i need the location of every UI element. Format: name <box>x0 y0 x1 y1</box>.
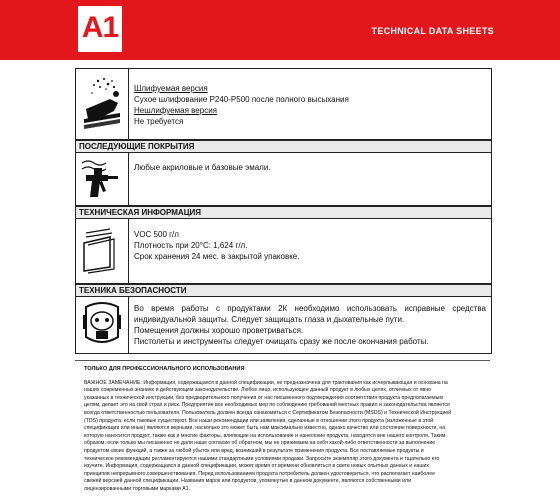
legal-line: изучите. Информация, содержащаяся в данной спецификации, может время от времени обновляться в свете новых опытных данных и наших <box>84 463 430 470</box>
divider <box>75 360 490 361</box>
grinding-line-4: Не требуется <box>134 117 184 126</box>
legal-line: продуктом своих функций, а также за любой убыток или вред, возникший в результате применения продукта. Все поставляемые продукты и <box>84 447 424 454</box>
topcoats-text: Любые акриловые и базовые эмали. <box>134 163 271 172</box>
legal-line: техническое рекомендации регламентируются нашими стандартными условиями продажи. Запросите экземпляр этого документа и тщательно его <box>84 455 440 462</box>
legal-line: спецификации или иные) являются верными, насколько это может быть нам максимально известно, однако качество или состояние поверхности, на <box>84 425 446 432</box>
technical-icon-cell <box>76 219 129 283</box>
technical-section <box>75 206 492 284</box>
legal-notice <box>84 366 484 494</box>
legal-line: принципов непрерывного совершенствования. Перед использованием продукта потребитель должен удостовериться, что располагает наиболее <box>84 470 435 477</box>
legal-line: свежей версией данной спецификации. Названия марок или продуктов, упомянутые в данном документе, являются собственными или <box>84 478 411 485</box>
topcoats-heading: ПОСЛЕДУЮЩИЕ ПОКРЫТИЯ <box>76 141 491 153</box>
legal-line: наших современных знаниях и действующем законодательстве. Любое лицо, использующее данный продукт в любых целях, отличных от явно <box>84 387 432 394</box>
technical-doc-icon <box>80 223 124 275</box>
grinding-line-3: Нешлифуемая версия <box>134 106 217 115</box>
grinding-line-2: Сухое шлифование P240-P500 после полного высыхания <box>134 95 349 104</box>
legal-line: всегда ответственностью пользователя. Пользователь должен всегда ознакомиться с Сертификатом Безопасности (MSDS) и Технической Инструкцией <box>84 409 452 416</box>
legal-line: которую наносится продукт, также как и многие факторы, влияющие на использование и нанесение продукта, находятся вне нашего контроля. Таким <box>84 432 446 439</box>
technical-heading: ТЕХНИЧЕСКАЯ ИНФОРМАЦИЯ <box>76 207 491 219</box>
legal-line: ВАЖНОЕ ЗАМЕЧАНИЕ: Информация, содержащаяся в данной спецификации, не предназначена для трактования как исчерпывающая и основана на <box>84 379 448 386</box>
respirator-mask-icon <box>80 301 124 349</box>
safety-line-1: Во время работы с продуктами 2К необходимо использовать исправные средства <box>134 304 486 313</box>
legal-line: указанных в технической инструкции, без предварительного получения от нас письменного подтверждения соответствия продукта предполагаемым <box>84 394 443 401</box>
technical-shelf-life: Срок хранения 24 мес. в закрытой упаковке. <box>134 252 300 261</box>
safety-section <box>75 284 492 354</box>
header-bar <box>0 0 560 60</box>
grinding-line-1: Шлифуемая версия <box>134 84 208 93</box>
technical-density: Плотность при 20°C: 1,624 г/л. <box>134 241 248 250</box>
legal-line: целям, делает это на свой страх и риск. Предприятие все необходимых мер по соблюдению требований местных правил и законодательства является <box>84 402 450 409</box>
topcoats-icon-cell <box>76 153 129 205</box>
safety-line-3: Помещения должны хорошо проветриваться. <box>134 326 304 335</box>
grinding-section <box>75 68 492 140</box>
legal-heading: ТОЛЬКО ДЛЯ ПРОФЕССИОНАЛЬНОГО ИСПОЛЬЗОВАНИЯ <box>84 366 245 372</box>
legal-line: (TDS) продукта, если таковые существуют. Все наши рекомендации или заявления, сделанные в отношении этого продукта (изложенные в этой <box>84 417 434 424</box>
sanding-hand-icon <box>80 73 124 135</box>
safety-line-4: Пистолеты и инструменты следует очищать сразу же после окончания работы. <box>134 337 429 346</box>
grinding-icon-cell <box>76 69 129 139</box>
spray-gun-icon <box>80 157 124 201</box>
brand-logo <box>78 6 122 52</box>
safety-icon-cell <box>76 297 129 353</box>
safety-line-2: индивидуальной защиты. Следует защищать глаза и дыхательные пути. <box>134 315 405 324</box>
logo-text: A1 <box>81 11 119 44</box>
legal-line: лицензированными торговыми марками A1. <box>84 485 191 492</box>
document-title: TECHNICAL DATA SHEETS <box>371 26 494 36</box>
safety-heading: ТЕХНИКА БЕЗОПАСНОСТИ <box>76 285 491 297</box>
topcoats-section <box>75 140 492 206</box>
legal-line: образом, если только мы письменно не дали наше согласие об обратном, мы не принимаем на себя какой-либо ответственности за выполнение <box>84 440 436 447</box>
technical-voc: VOC 500 г/л <box>134 230 179 239</box>
